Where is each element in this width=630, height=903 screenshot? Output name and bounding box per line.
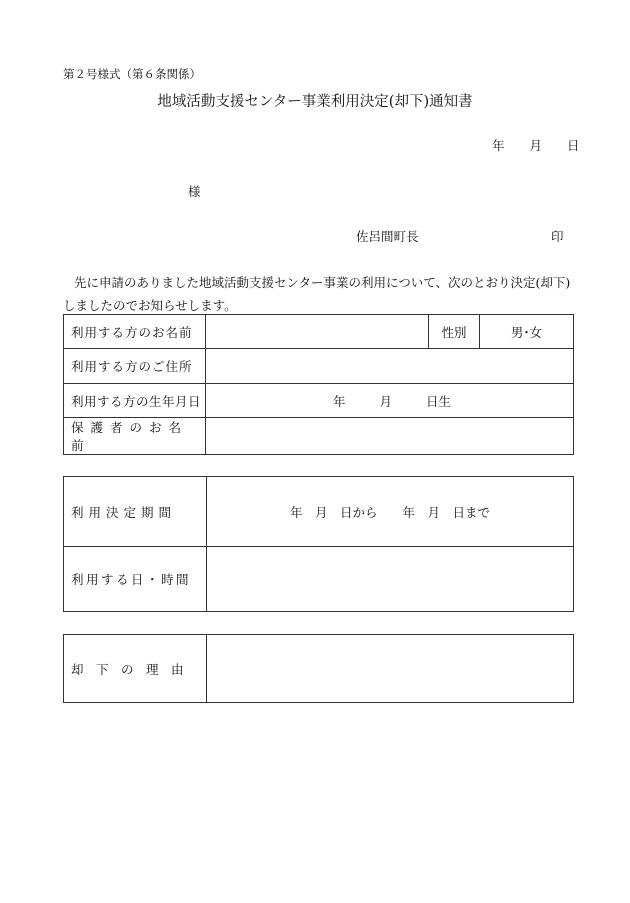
address-label: 利用する方のご住所 (64, 349, 206, 384)
period-label: 利用決定期間 (64, 477, 207, 547)
guardian-field[interactable] (206, 418, 574, 455)
days-field[interactable] (207, 547, 574, 612)
birthdate-field[interactable] (206, 384, 574, 418)
addressee-suffix: 様 (188, 184, 201, 199)
period-value[interactable]: 年 月 日から 年 月 日まで (207, 477, 574, 547)
reason-label: 却 下 の 理 由 (64, 635, 207, 703)
issuer-name: 佐呂間町長 (356, 229, 419, 244)
seal-mark: 印 (551, 229, 564, 244)
date-month: 月 (529, 138, 542, 153)
birthdate-month: 月 (379, 393, 393, 409)
reason-table (63, 634, 574, 703)
name-label: 利用する方のお名前 (64, 315, 206, 349)
birthdate-year: 年 (333, 393, 346, 409)
period-table (63, 476, 574, 612)
birthdate-label: 利用する方の生年月日 (64, 384, 206, 418)
reason-field[interactable] (207, 635, 574, 703)
body-text: 先に申請のありました地域活動支援センター事業の利用について、次のとおり決定(却下)しましたのでお知らせします。 (63, 275, 571, 313)
birthdate-day: 日生 (426, 393, 452, 409)
gender-value[interactable]: 男･女 (480, 315, 574, 349)
guardian-label: 保護者のお名前 (64, 418, 206, 455)
date-line (492, 136, 579, 154)
applicant-table (63, 314, 574, 455)
date-day: 日 (566, 138, 580, 153)
document-title: 地域活動支援センター事業利用決定(却下)通知書 (157, 94, 473, 110)
days-label: 利用する日・時間 (64, 547, 207, 612)
gender-label: 性別 (429, 315, 480, 349)
name-field[interactable] (206, 315, 429, 349)
address-field[interactable] (206, 349, 574, 384)
form-number: 第２号様式（第６条関係） (63, 67, 201, 81)
date-year: 年 (492, 138, 505, 153)
